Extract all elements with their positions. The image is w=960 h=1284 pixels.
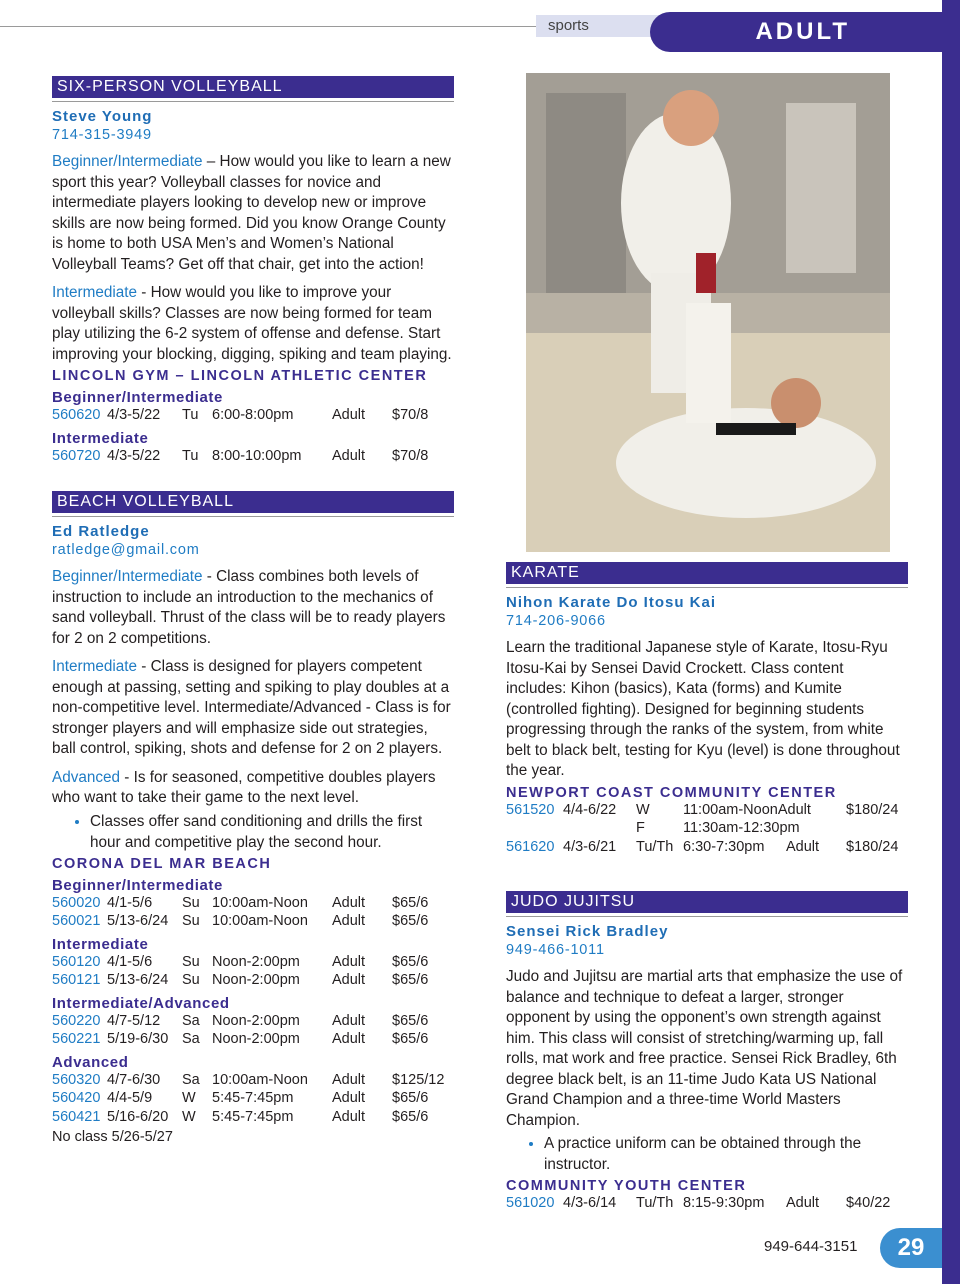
schedule-row bbox=[506, 820, 908, 839]
schedule-fee: $180/24 bbox=[846, 838, 899, 855]
schedule-level-label: Advanced bbox=[52, 1053, 129, 1071]
karate-photo bbox=[526, 73, 890, 552]
schedule-dates: 4/1-5/6 bbox=[107, 894, 153, 911]
schedule-dates: 5/13-6/24 bbox=[107, 913, 169, 929]
schedule-dates: 4/3-5/22 bbox=[107, 407, 161, 423]
karate-contact: 714-206-9066 bbox=[506, 613, 606, 629]
schedule-row bbox=[506, 802, 908, 821]
schedule-row bbox=[52, 448, 454, 467]
schedule-age: Adult bbox=[332, 1031, 366, 1047]
schedule-time: Noon-2:00pm bbox=[212, 1031, 300, 1047]
schedule-fee: $180/24 bbox=[846, 801, 899, 818]
schedule-time: 11:00am-NoonAdult bbox=[683, 801, 811, 818]
schedule-fee: $65/6 bbox=[392, 1090, 429, 1106]
schedule-row bbox=[52, 913, 454, 932]
judo-bullet: • A practice uniform can be obtained through the instructor. bbox=[544, 1133, 908, 1175]
schedule-day: Tu bbox=[182, 447, 199, 464]
schedule-day: Su bbox=[182, 894, 200, 911]
schedule-fee: $125/12 bbox=[392, 1071, 445, 1088]
schedule-dates: 5/16-6/20 bbox=[107, 1108, 169, 1125]
schedule-code: 560021 bbox=[52, 913, 101, 929]
karate-location: NEWPORT COAST COMMUNITY CENTER bbox=[506, 784, 837, 801]
schedule-time: 8:00-10:00pm bbox=[212, 447, 302, 464]
volleyball-desc-2: Intermediate - How would you like to improve your volleyball skills? Classes are now being formed for team play utilizing the 6-2 system of offense and defense. Start improving your blocking, digging, spiking and team playing. bbox=[52, 284, 452, 363]
schedule-time: 5:45-7:45pm bbox=[212, 1108, 294, 1125]
beach-note: No class 5/26-5/27 bbox=[52, 1129, 173, 1145]
schedule-day: Sa bbox=[182, 1031, 200, 1047]
schedule-level-label: Intermediate bbox=[52, 935, 149, 953]
schedule-row bbox=[506, 839, 908, 858]
schedule-fee: $65/6 bbox=[392, 1012, 429, 1029]
schedule-age: Adult bbox=[332, 913, 366, 929]
beach-desc-3: Advanced - Is for seasoned, competitive doubles players who want to take their game to the next level. bbox=[52, 768, 436, 806]
schedule-day: W bbox=[636, 801, 650, 818]
section-tab: sports bbox=[536, 15, 676, 37]
header-rule bbox=[0, 26, 540, 27]
beach-contact: ratledge@gmail.com bbox=[52, 542, 200, 558]
schedule-day: W bbox=[182, 1090, 196, 1106]
schedule-code: 561620 bbox=[506, 838, 555, 855]
schedule-fee: $65/6 bbox=[392, 972, 429, 988]
schedule-time: 10:00am-Noon bbox=[212, 913, 308, 929]
schedule-age: Adult bbox=[332, 1071, 366, 1088]
schedule-row bbox=[52, 1109, 454, 1128]
schedule-age: Adult bbox=[332, 894, 366, 911]
schedule-age: Adult bbox=[332, 407, 366, 423]
schedule-age: Adult bbox=[332, 1108, 366, 1125]
schedule-dates: 4/3-6/14 bbox=[563, 1195, 617, 1211]
judo-contact: 949-466-1011 bbox=[506, 942, 605, 958]
karate-schedule bbox=[506, 802, 908, 858]
schedule-day: F bbox=[636, 820, 645, 836]
judo-desc: Judo and Jujitsu are martial arts that emphasize the use of balance and technique to defeat a larger, stronger opponent by using the opponent’s own strength against him. This class will consist of stretching/warming up, fall rolls, mat work and free practice. Sensei Rick Bradley, 6th degree black belt, is an 11-time Judo Kata US National Grand Champion and a three-time World Masters Champion. bbox=[506, 968, 903, 1129]
karate-desc: Learn the traditional Japanese style of Karate, Itosu-Ryu Itosu-Kai by Sensei David Crockett. Class content includes: Kihon (basics), Kata (forms) and Kumite (controlled fighting). Designed for beginning students progressing through the ranks of the system, from white belt to black belt, testing for Kyu (level) is done throughout the year. bbox=[506, 639, 900, 779]
schedule-fee: $65/6 bbox=[392, 913, 429, 929]
schedule-age: Adult bbox=[786, 838, 820, 855]
karate-heading: KARATE bbox=[506, 562, 908, 584]
schedule-day: Su bbox=[182, 913, 200, 929]
schedule-time: 5:45-7:45pm bbox=[212, 1090, 294, 1106]
schedule-dates: 4/3-5/22 bbox=[107, 447, 161, 464]
karate-instructor: Nihon Karate Do Itosu Kai bbox=[506, 594, 717, 611]
volleyball-contact: 714-315-3949 bbox=[52, 127, 152, 143]
schedule-time: 11:30am-12:30pm bbox=[683, 820, 800, 836]
schedule-time: Noon-2:00pm bbox=[212, 972, 300, 988]
beach-bullets bbox=[52, 811, 454, 853]
judo-heading: JUDO JUJITSU bbox=[506, 891, 908, 913]
schedule-code: 560120 bbox=[52, 953, 101, 970]
schedule-dates: 4/3-6/21 bbox=[563, 838, 617, 855]
volleyball-heading: SIX-PERSON VOLLEYBALL bbox=[52, 76, 454, 98]
schedule-fee: $65/6 bbox=[392, 953, 429, 970]
schedule-dates: 5/13-6/24 bbox=[107, 972, 169, 988]
schedule-age: Adult bbox=[332, 972, 366, 988]
volleyball-desc-1: Beginner/Intermediate – How would you like to learn a new sport this year? Volleyball classes for novice and intermediate players looking to develop new or improve skills are now being formed. Did you know Orange County is home to both USA Men’s and Women’s National Volleyball Teams? Get off that chair, get into the action! bbox=[52, 153, 451, 273]
schedule-row bbox=[506, 1195, 908, 1214]
schedule-dates: 4/7-5/12 bbox=[107, 1012, 161, 1029]
schedule-code: 560121 bbox=[52, 972, 101, 988]
schedule-code: 561020 bbox=[506, 1195, 555, 1211]
schedule-row bbox=[52, 1013, 454, 1032]
judo-schedule bbox=[506, 1195, 908, 1214]
schedule-day: Su bbox=[182, 953, 200, 970]
schedule-day: Su bbox=[182, 972, 200, 988]
schedule-age: Adult bbox=[786, 1195, 820, 1211]
schedule-code: 560020 bbox=[52, 894, 101, 911]
schedule-day: Tu/Th bbox=[636, 1195, 674, 1211]
right-column bbox=[506, 562, 908, 1214]
beach-desc-1: Beginner/Intermediate - Class combines both levels of instruction to include an introduction to the mechanics of sand volleyball. Thrust of the class will be to ready players for 2 on 2 competitions. bbox=[52, 568, 446, 647]
schedule-dates: 4/1-5/6 bbox=[107, 953, 153, 970]
schedule-age: Adult bbox=[332, 953, 366, 970]
schedule-code: 561520 bbox=[506, 801, 555, 818]
schedule-code: 560720 bbox=[52, 447, 101, 464]
schedule-fee: $65/6 bbox=[392, 1108, 429, 1125]
schedule-dates: 4/7-6/30 bbox=[107, 1071, 161, 1088]
schedule-fee: $65/6 bbox=[392, 1031, 429, 1047]
schedule-code: 560220 bbox=[52, 1012, 101, 1029]
schedule-row bbox=[52, 1031, 454, 1050]
schedule-row bbox=[52, 895, 454, 914]
schedule-day: Tu/Th bbox=[636, 838, 674, 855]
schedule-day: W bbox=[182, 1108, 196, 1125]
footer-phone: 949-644-3151 bbox=[764, 1238, 858, 1255]
schedule-dates: 4/4-5/9 bbox=[107, 1090, 153, 1106]
schedule-level-label: Intermediate bbox=[52, 429, 149, 447]
schedule-fee: $65/6 bbox=[392, 894, 429, 911]
beach-heading: BEACH VOLLEYBALL bbox=[52, 491, 454, 513]
schedule-day: Tu bbox=[182, 407, 199, 423]
schedule-dates: 5/19-6/30 bbox=[107, 1031, 169, 1047]
schedule-age: Adult bbox=[332, 447, 366, 464]
karate-photo-illustration bbox=[526, 73, 890, 552]
page-number: 29 bbox=[880, 1228, 942, 1268]
schedule-row bbox=[52, 1090, 454, 1109]
judo-instructor: Sensei Rick Bradley bbox=[506, 923, 669, 940]
schedule-age: Adult bbox=[332, 1012, 366, 1029]
schedule-time: 8:15-9:30pm bbox=[683, 1195, 765, 1211]
side-bar bbox=[942, 0, 960, 1284]
schedule-age: Adult bbox=[332, 1090, 366, 1106]
schedule-row bbox=[52, 1072, 454, 1091]
left-column bbox=[52, 76, 454, 1147]
volleyball-schedule bbox=[52, 389, 454, 466]
schedule-time: Noon-2:00pm bbox=[212, 1012, 300, 1029]
schedule-day: Sa bbox=[182, 1071, 200, 1088]
schedule-level-label: Beginner/Intermediate bbox=[52, 389, 223, 406]
schedule-code: 560420 bbox=[52, 1090, 101, 1106]
schedule-time: 6:00-8:00pm bbox=[212, 407, 294, 423]
schedule-fee: $40/22 bbox=[846, 1195, 891, 1211]
schedule-row bbox=[52, 972, 454, 991]
judo-location: COMMUNITY YOUTH CENTER bbox=[506, 1178, 747, 1194]
schedule-code: 560320 bbox=[52, 1071, 101, 1088]
schedule-level-label: Intermediate/Advanced bbox=[52, 994, 230, 1012]
schedule-code: 560421 bbox=[52, 1108, 101, 1125]
audience-tab: ADULT bbox=[650, 12, 942, 52]
judo-bullets bbox=[506, 1133, 908, 1175]
schedule-row bbox=[52, 954, 454, 973]
schedule-time: 10:00am-Noon bbox=[212, 894, 308, 911]
beach-location: CORONA DEL MAR BEACH bbox=[52, 855, 272, 872]
schedule-row bbox=[52, 407, 454, 426]
schedule-fee: $70/8 bbox=[392, 447, 429, 464]
schedule-level-label: Beginner/Intermediate bbox=[52, 876, 223, 894]
schedule-dates: 4/4-6/22 bbox=[563, 801, 617, 818]
schedule-day: Sa bbox=[182, 1012, 200, 1029]
schedule-time: 6:30-7:30pm bbox=[683, 838, 765, 855]
schedule-code: 560221 bbox=[52, 1031, 101, 1047]
volleyball-instructor: Steve Young bbox=[52, 108, 153, 125]
beach-bullet: • Classes offer sand conditioning and drills the first hour and competitive play the second hour. bbox=[90, 811, 454, 853]
schedule-code: 560620 bbox=[52, 407, 101, 423]
beach-schedule bbox=[52, 877, 454, 1128]
schedule-fee: $70/8 bbox=[392, 407, 429, 423]
volleyball-location: LINCOLN GYM – LINCOLN ATHLETIC CENTER bbox=[52, 368, 428, 384]
beach-desc-2: Intermediate - Class is designed for players competent enough at passing, setting and spiking to play doubles at a non-competitive level. Intermediate/Advanced - Class is for stronger players and will emphasize side out strategies, ball control, spiking, shots and defense for 2 on 2 players. bbox=[52, 658, 451, 757]
schedule-time: 10:00am-Noon bbox=[212, 1071, 308, 1088]
schedule-time: Noon-2:00pm bbox=[212, 953, 300, 970]
beach-instructor: Ed Ratledge bbox=[52, 523, 150, 540]
